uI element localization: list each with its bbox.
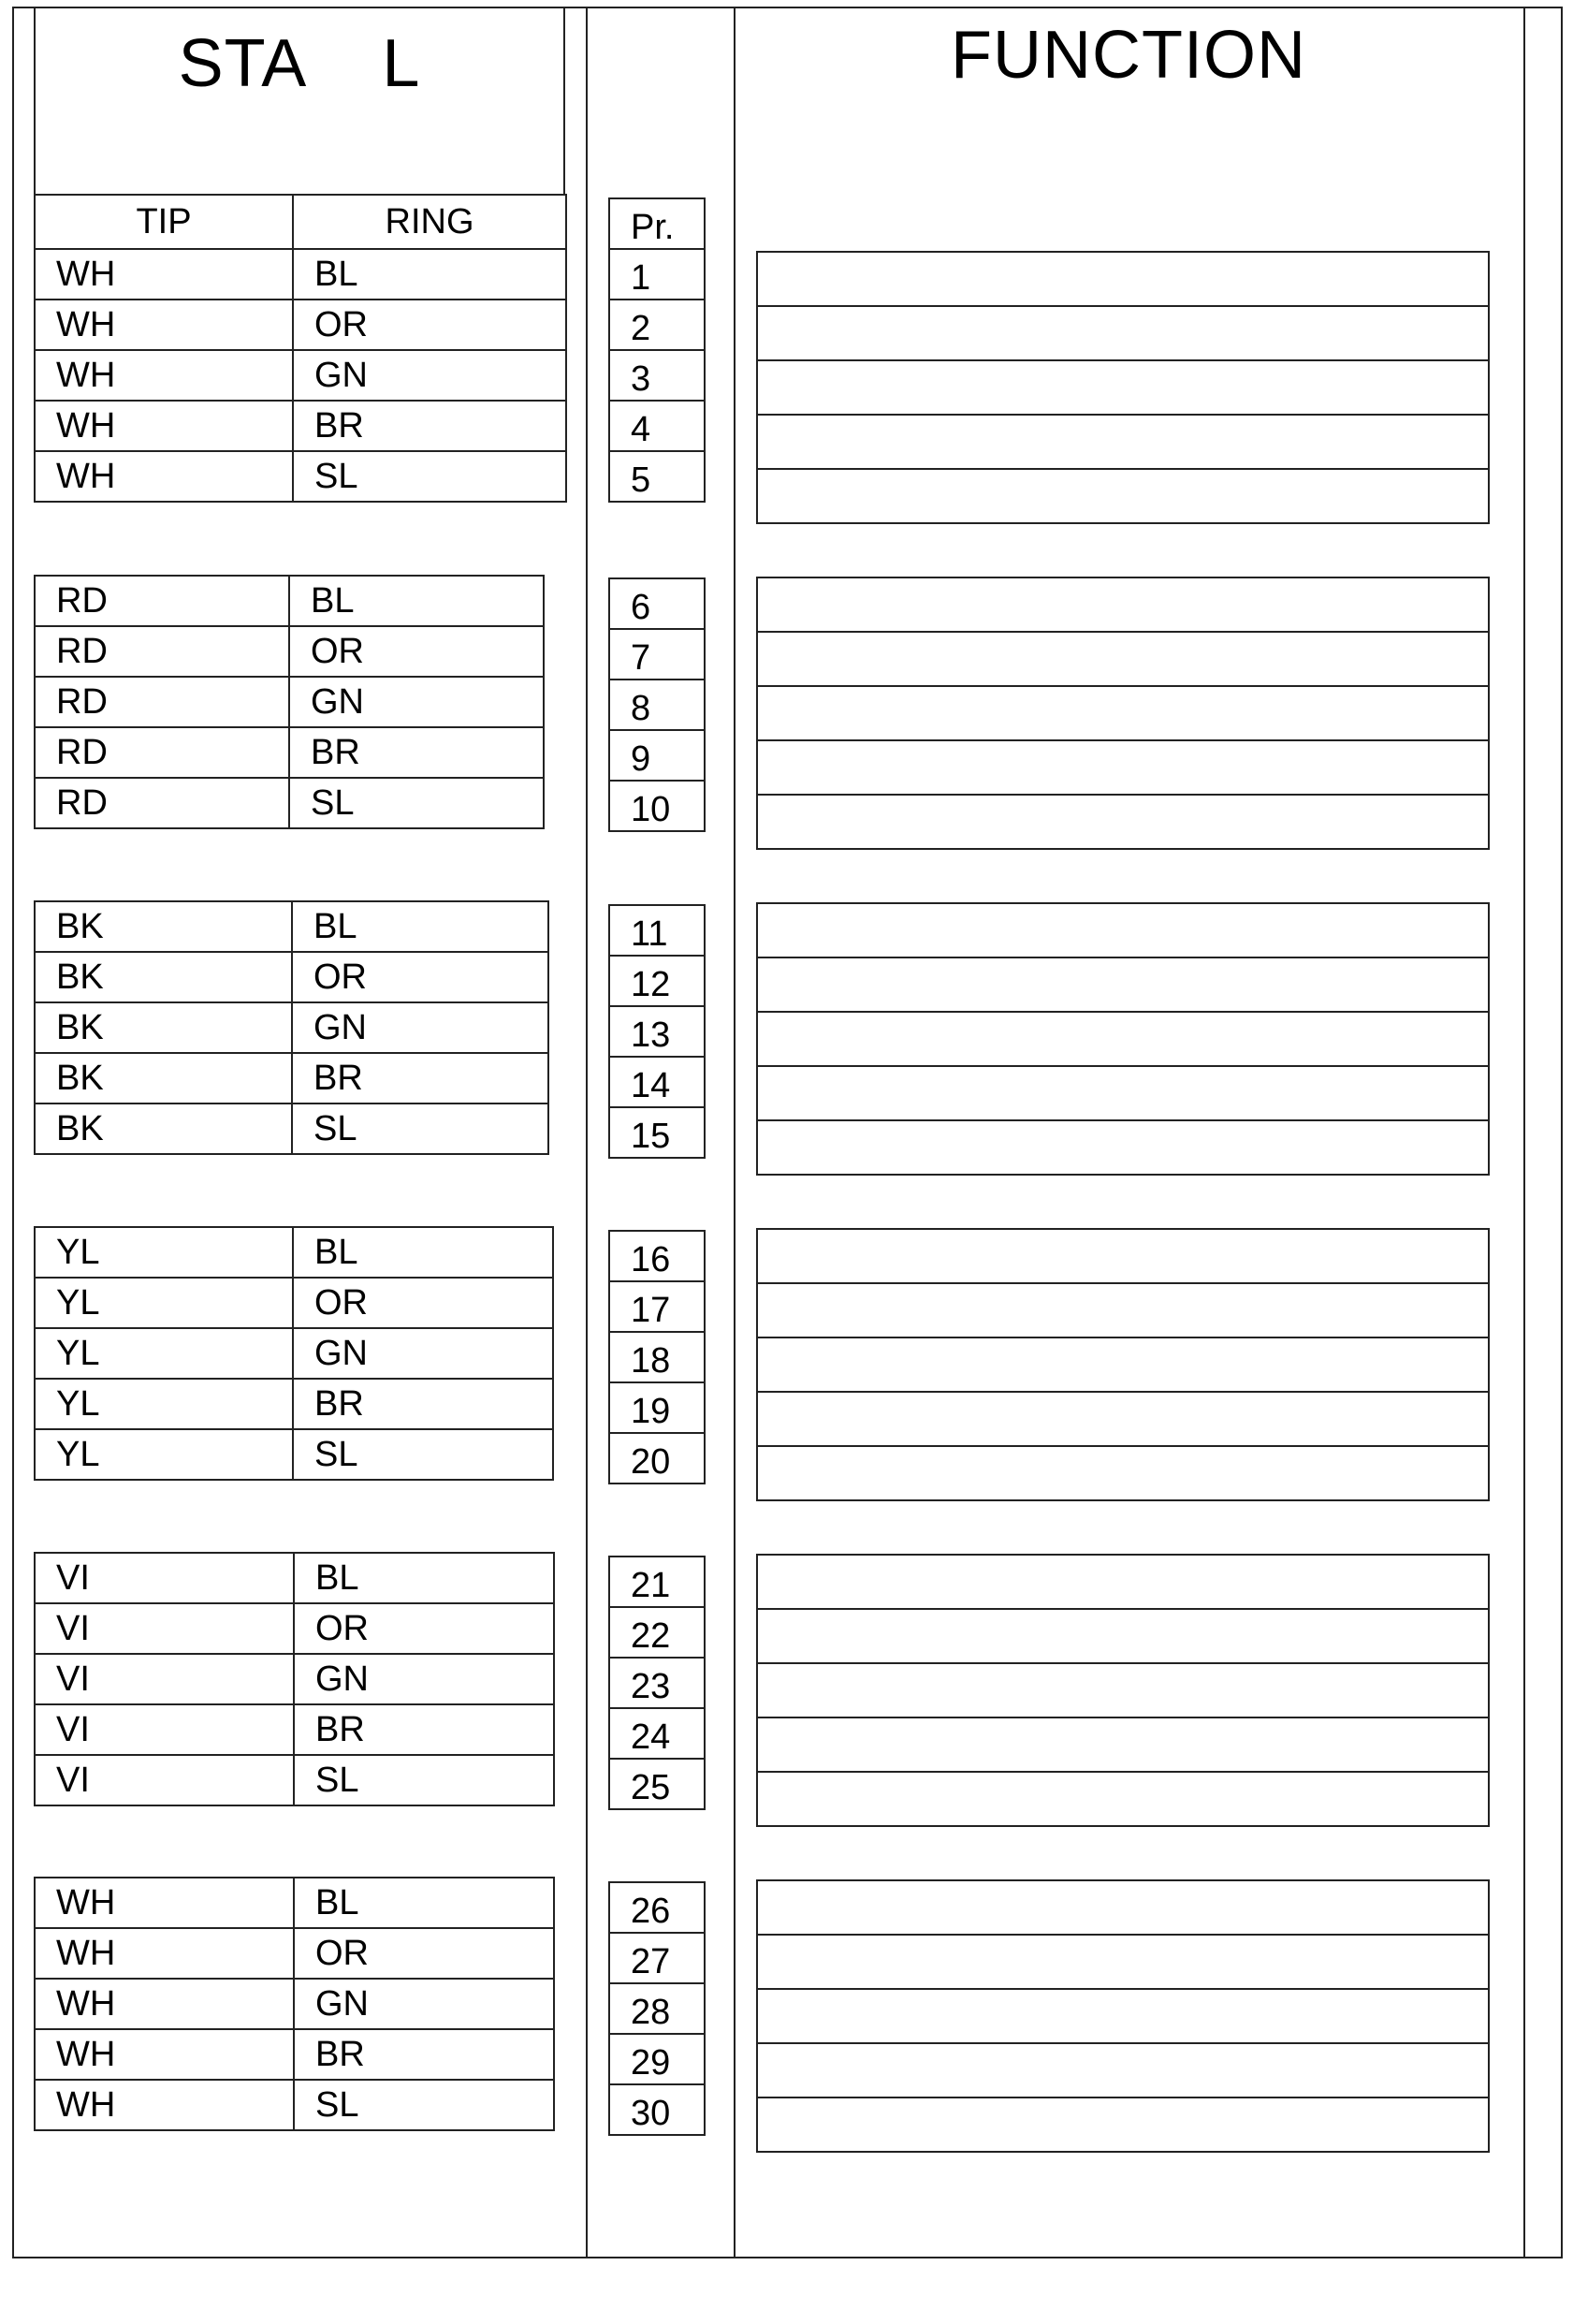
pair-number: 4	[609, 401, 705, 451]
function-field-29[interactable]	[757, 2043, 1489, 2097]
pair-number: 21	[609, 1557, 705, 1607]
table-row	[35, 2029, 554, 2080]
function-field-18[interactable]	[757, 1337, 1489, 1392]
ring-cell: BR	[293, 1379, 553, 1429]
tip-cell: BK	[35, 1104, 292, 1154]
function-field-24[interactable]	[757, 1717, 1489, 1772]
pair-number: 9	[609, 730, 705, 781]
function-group-4	[756, 1228, 1490, 1501]
pair-number: 8	[609, 680, 705, 730]
pair-number: 19	[609, 1382, 705, 1433]
ring-cell: SL	[293, 451, 566, 502]
ring-header: RING	[293, 195, 566, 249]
ring-cell: OR	[289, 626, 544, 677]
pair-number: 18	[609, 1332, 705, 1382]
stal-group-2	[34, 575, 545, 829]
ring-cell: OR	[294, 1928, 554, 1979]
table-row	[35, 901, 548, 952]
pair-number: 27	[609, 1933, 705, 1983]
function-field-28[interactable]	[757, 1989, 1489, 2043]
stal-group-4	[34, 1226, 554, 1481]
table-row	[35, 1328, 553, 1379]
table-row	[35, 1053, 548, 1104]
function-field-22[interactable]	[757, 1609, 1489, 1663]
pair-number: 6	[609, 578, 705, 629]
table-row	[35, 1878, 554, 1928]
function-field-12[interactable]	[757, 957, 1489, 1012]
tip-cell: WH	[35, 401, 293, 451]
table-row	[35, 2080, 554, 2130]
tip-cell: YL	[35, 1328, 293, 1379]
stal-title: STA L	[178, 26, 421, 101]
pair-number: 24	[609, 1708, 705, 1759]
function-field-30[interactable]	[757, 2097, 1489, 2152]
tip-cell: BK	[35, 901, 292, 952]
table-row	[35, 1928, 554, 1979]
function-field-7[interactable]	[757, 632, 1489, 686]
table-row	[35, 249, 566, 300]
ring-cell: SL	[294, 2080, 554, 2130]
function-field-21[interactable]	[757, 1555, 1489, 1609]
function-field-26[interactable]	[757, 1880, 1489, 1935]
table-row	[35, 778, 544, 828]
function-field-2[interactable]	[757, 306, 1489, 360]
tip-cell: YL	[35, 1429, 293, 1480]
tip-cell: WH	[35, 249, 293, 300]
table-row	[35, 1429, 553, 1480]
stal-header-row	[35, 195, 566, 249]
function-field-16[interactable]	[757, 1229, 1489, 1283]
tip-cell: VI	[35, 1654, 294, 1704]
pair-number: 16	[609, 1231, 705, 1281]
table-row	[35, 1002, 548, 1053]
table-row	[35, 1104, 548, 1154]
pair-number: 22	[609, 1607, 705, 1658]
tip-cell: VI	[35, 1755, 294, 1805]
column-divider-left	[586, 7, 588, 2258]
ring-cell: BR	[292, 1053, 548, 1104]
tip-cell: WH	[35, 451, 293, 502]
function-field-25[interactable]	[757, 1772, 1489, 1826]
ring-cell: SL	[289, 778, 544, 828]
tip-cell: YL	[35, 1227, 293, 1278]
pair-number: 17	[609, 1281, 705, 1332]
tip-cell: RD	[35, 626, 289, 677]
table-row	[35, 1379, 553, 1429]
function-field-13[interactable]	[757, 1012, 1489, 1066]
pair-number: 3	[609, 350, 705, 401]
function-field-9[interactable]	[757, 740, 1489, 795]
tip-cell: VI	[35, 1603, 294, 1654]
pair-number: 13	[609, 1006, 705, 1057]
pair-number: 23	[609, 1658, 705, 1708]
function-field-15[interactable]	[757, 1120, 1489, 1175]
pair-number: 2	[609, 300, 705, 350]
ring-cell: BR	[294, 1704, 554, 1755]
table-row	[35, 677, 544, 727]
tip-cell: WH	[35, 350, 293, 401]
function-field-19[interactable]	[757, 1392, 1489, 1446]
function-field-14[interactable]	[757, 1066, 1489, 1120]
stal-title-box	[34, 7, 565, 196]
function-field-3[interactable]	[757, 360, 1489, 415]
tip-cell: BK	[35, 1002, 292, 1053]
tip-cell: RD	[35, 677, 289, 727]
pair-header: Pr.	[609, 198, 705, 249]
tip-cell: YL	[35, 1278, 293, 1328]
pair-group-4	[608, 1230, 706, 1484]
ring-cell: BL	[292, 901, 548, 952]
ring-cell: GN	[294, 1979, 554, 2029]
pair-number: 11	[609, 905, 705, 956]
table-row	[35, 1979, 554, 2029]
ring-cell: GN	[289, 677, 544, 727]
function-group-6	[756, 1879, 1490, 2153]
tip-cell: WH	[35, 2029, 294, 2080]
tip-cell: VI	[35, 1553, 294, 1603]
ring-cell: SL	[294, 1755, 554, 1805]
ring-cell: BL	[289, 576, 544, 626]
ring-cell: GN	[292, 1002, 548, 1053]
tip-cell: YL	[35, 1379, 293, 1429]
tip-cell: BK	[35, 952, 292, 1002]
pair-number: 12	[609, 956, 705, 1006]
ring-cell: OR	[292, 952, 548, 1002]
stal-group-3	[34, 900, 549, 1155]
pair-number: 26	[609, 1882, 705, 1933]
column-divider-middle	[734, 7, 736, 2258]
pair-number: 15	[609, 1107, 705, 1158]
table-row	[35, 1227, 553, 1278]
tip-cell: BK	[35, 1053, 292, 1104]
table-row	[35, 1553, 554, 1603]
tip-cell: WH	[35, 1928, 294, 1979]
pair-number: 25	[609, 1759, 705, 1809]
function-field-6[interactable]	[757, 577, 1489, 632]
tip-cell: WH	[35, 2080, 294, 2130]
pair-number: 30	[609, 2084, 705, 2135]
tip-cell: VI	[35, 1704, 294, 1755]
table-row	[35, 626, 544, 677]
tip-cell: WH	[35, 1878, 294, 1928]
table-row	[35, 952, 548, 1002]
table-row	[35, 451, 566, 502]
pair-group-5	[608, 1556, 706, 1810]
table-row	[35, 401, 566, 451]
function-field-4[interactable]	[757, 415, 1489, 469]
pair-number: 14	[609, 1057, 705, 1107]
table-row	[35, 727, 544, 778]
table-row	[35, 300, 566, 350]
pair-group-1	[608, 197, 706, 503]
ring-cell: OR	[293, 300, 566, 350]
pair-number: 29	[609, 2034, 705, 2084]
function-title: FUNCTION	[951, 18, 1306, 93]
stal-group-6	[34, 1877, 555, 2131]
table-row	[35, 1704, 554, 1755]
column-divider-right	[1523, 7, 1525, 2258]
tip-cell: RD	[35, 576, 289, 626]
function-field-23[interactable]	[757, 1663, 1489, 1717]
pair-number: 1	[609, 249, 705, 300]
ring-cell: OR	[293, 1278, 553, 1328]
function-field-17[interactable]	[757, 1283, 1489, 1337]
pair-number: 28	[609, 1983, 705, 2034]
pair-number: 5	[609, 451, 705, 502]
stal-group-1	[34, 194, 567, 503]
function-field-1[interactable]	[757, 252, 1489, 306]
table-row	[35, 1755, 554, 1805]
pair-group-3	[608, 904, 706, 1159]
tip-header: TIP	[35, 195, 293, 249]
ring-cell: BR	[289, 727, 544, 778]
ring-cell: BL	[294, 1878, 554, 1928]
ring-cell: GN	[293, 350, 566, 401]
table-row	[35, 576, 544, 626]
function-group-5	[756, 1554, 1490, 1827]
ring-cell: SL	[293, 1429, 553, 1480]
ring-cell: BL	[293, 249, 566, 300]
ring-cell: GN	[294, 1654, 554, 1704]
function-group-1	[756, 251, 1490, 524]
function-field-10[interactable]	[757, 795, 1489, 849]
function-field-27[interactable]	[757, 1935, 1489, 1989]
function-field-8[interactable]	[757, 686, 1489, 740]
table-row	[35, 1278, 553, 1328]
ring-cell: BL	[293, 1227, 553, 1278]
function-field-20[interactable]	[757, 1446, 1489, 1500]
function-group-2	[756, 577, 1490, 850]
stal-group-5	[34, 1552, 555, 1806]
tip-cell: RD	[35, 778, 289, 828]
ring-cell: BR	[293, 401, 566, 451]
ring-cell: BR	[294, 2029, 554, 2080]
table-row	[35, 350, 566, 401]
pair-group-2	[608, 577, 706, 832]
function-field-11[interactable]	[757, 903, 1489, 957]
tip-cell: RD	[35, 727, 289, 778]
function-group-3	[756, 902, 1490, 1176]
tip-cell: WH	[35, 1979, 294, 2029]
ring-cell: OR	[294, 1603, 554, 1654]
ring-cell: GN	[293, 1328, 553, 1379]
pair-group-6	[608, 1881, 706, 2136]
table-row	[35, 1603, 554, 1654]
function-field-5[interactable]	[757, 469, 1489, 523]
ring-cell: BL	[294, 1553, 554, 1603]
ring-cell: SL	[292, 1104, 548, 1154]
pair-number: 10	[609, 781, 705, 831]
pair-number: 20	[609, 1433, 705, 1484]
pair-number: 7	[609, 629, 705, 680]
table-row	[35, 1654, 554, 1704]
tip-cell: WH	[35, 300, 293, 350]
